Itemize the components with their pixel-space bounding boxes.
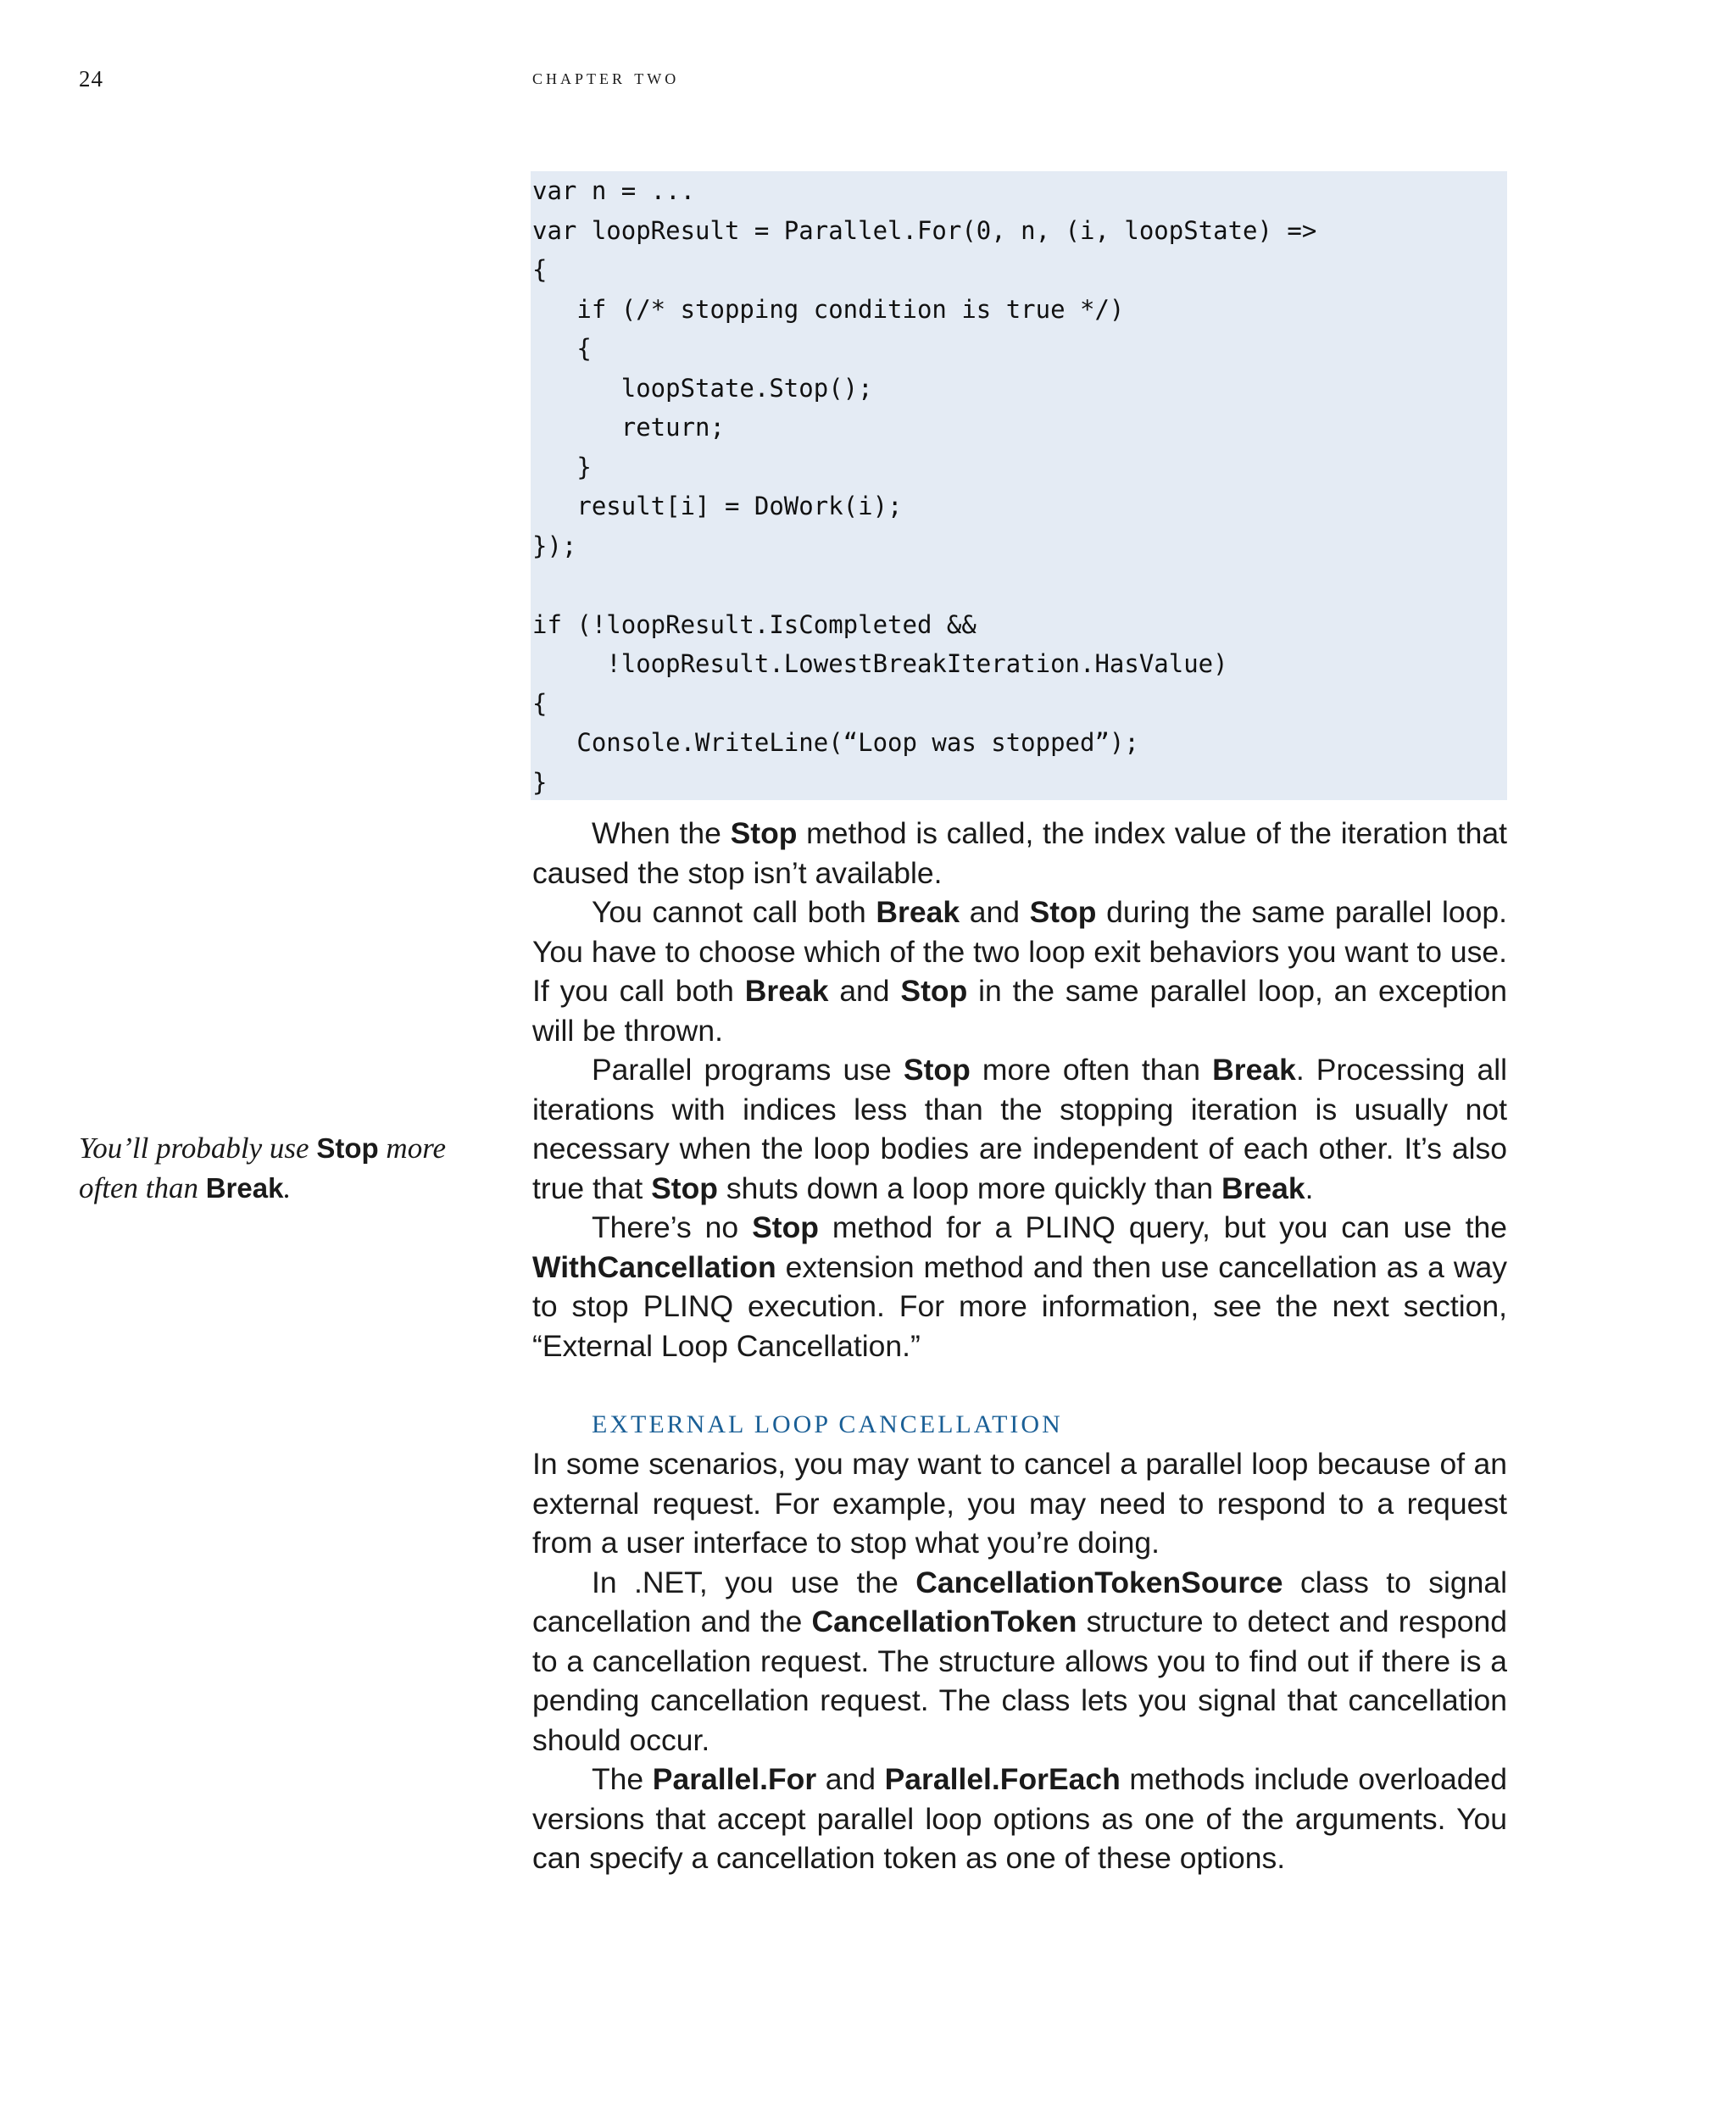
- bold-term: Stop: [903, 1053, 971, 1087]
- bold-term: Break: [1212, 1053, 1296, 1087]
- text-span: shuts down a loop more quickly than: [718, 1171, 1221, 1205]
- bold-term: Break: [744, 974, 829, 1008]
- text-span: method is called, the index value of the iteration that caused the stop isn’t available.: [532, 816, 1507, 890]
- text-span: . Processing all iterations with indices less than the stopping iteration is usually not necessary when the loop bodies are independent of each other. It’s also true that: [532, 1053, 1508, 1205]
- text-span: .: [283, 1171, 292, 1204]
- text-span: In some scenarios, you may want to cancel a parallel loop because of an external request. For example, you may need to respond to a request from a user interface to stop what you’re doing.: [532, 1447, 1507, 1560]
- code-line: {: [532, 334, 592, 363]
- bold-term: Stop: [730, 816, 798, 850]
- text-span: There’s no: [592, 1210, 753, 1244]
- text-span: and: [828, 974, 901, 1008]
- code-line: if (!loopResult.IsCompleted &&: [532, 609, 976, 639]
- bold-term: CancellationToken: [811, 1605, 1077, 1638]
- code-line: loopState.Stop();: [532, 373, 873, 403]
- code-line: if (/* stopping condition is true */): [532, 294, 1125, 324]
- bold-term: Break: [205, 1171, 284, 1204]
- bold-term: Parallel.For: [652, 1762, 817, 1796]
- paragraph: [532, 1208, 1507, 1365]
- bold-term: Stop: [900, 974, 968, 1008]
- text-span: during the same parallel loop. You have to choose which of the two loop exit behaviors you want to use. If you call both: [532, 895, 1507, 1008]
- margin-note: [79, 1129, 452, 1208]
- page-number: 24: [79, 66, 103, 92]
- main-text: [532, 814, 1507, 1878]
- paragraph: [532, 1050, 1507, 1208]
- bold-term: Stop: [752, 1210, 819, 1244]
- text-span: The: [592, 1762, 653, 1796]
- code-line: {: [532, 255, 548, 284]
- text-span: method for a PLINQ query, but you can use the: [818, 1210, 1507, 1244]
- bold-term: Stop: [316, 1132, 379, 1164]
- text-span: .: [1305, 1171, 1314, 1205]
- text-span: structure to detect and respond to a cancellation request. The structure allows you to find out if there is a pending cancellation request. The class lets you signal that cancellation should occur.: [532, 1605, 1508, 1757]
- text-span: In .NET, you use the: [592, 1565, 916, 1599]
- code-line: !loopResult.LowestBreakIteration.HasValue): [532, 649, 1228, 678]
- paragraph: [532, 1444, 1507, 1563]
- code-line: }: [532, 767, 548, 797]
- paragraph: [532, 814, 1507, 893]
- paragraph: [532, 893, 1507, 1050]
- text-span: more often than: [970, 1053, 1213, 1087]
- bold-term: Parallel.ForEach: [884, 1762, 1121, 1796]
- code-line: }: [532, 452, 592, 481]
- text-span: in the same parallel loop, an exception will be thrown.: [532, 974, 1507, 1048]
- text-span: more often than: [79, 1132, 447, 1204]
- code-line: {: [532, 688, 548, 718]
- code-line: var loopResult = Parallel.For(0, n, (i, loopState) =>: [532, 215, 1317, 245]
- code-line: result[i] = DoWork(i);: [532, 492, 903, 520]
- paragraph: [532, 1563, 1507, 1760]
- text-span: extension method and then use cancellation as a way to stop PLINQ execution. For more information, see the next section, “External Loop Cancellation.”: [532, 1249, 1507, 1363]
- bold-term: WithCancellation: [532, 1249, 776, 1284]
- code-line: var n = ...: [532, 176, 696, 205]
- text-span: class to signal cancellation and the: [532, 1565, 1507, 1638]
- code-line: });: [532, 531, 577, 560]
- text-span: and: [960, 895, 1030, 929]
- code-line: Console.WriteLine(“Loop was stopped”);: [532, 728, 1139, 757]
- text-span: methods include overloaded versions that accept parallel loop options as one of the arguments. You can specify a cancellation token as one of these options.: [532, 1762, 1507, 1875]
- section-heading: EXTERNAL LOOP CANCELLATION: [592, 1410, 1063, 1438]
- bold-term: Break: [876, 895, 960, 929]
- code-line: return;: [532, 413, 725, 442]
- text-span: Parallel programs use: [592, 1053, 904, 1087]
- text-span: When the: [592, 816, 731, 850]
- running-head: chapter two: [532, 66, 680, 89]
- paragraph: [532, 1760, 1507, 1878]
- bold-term: Break: [1221, 1171, 1305, 1205]
- bold-term: CancellationTokenSource: [915, 1565, 1283, 1599]
- text-span: and: [816, 1762, 885, 1796]
- text-span: You’ll probably use: [79, 1132, 317, 1165]
- text-span: You cannot call both: [592, 895, 876, 929]
- bold-term: Stop: [651, 1171, 718, 1205]
- code-block: [531, 171, 1507, 800]
- code-line: [532, 565, 1507, 605]
- bold-term: Stop: [1029, 895, 1097, 929]
